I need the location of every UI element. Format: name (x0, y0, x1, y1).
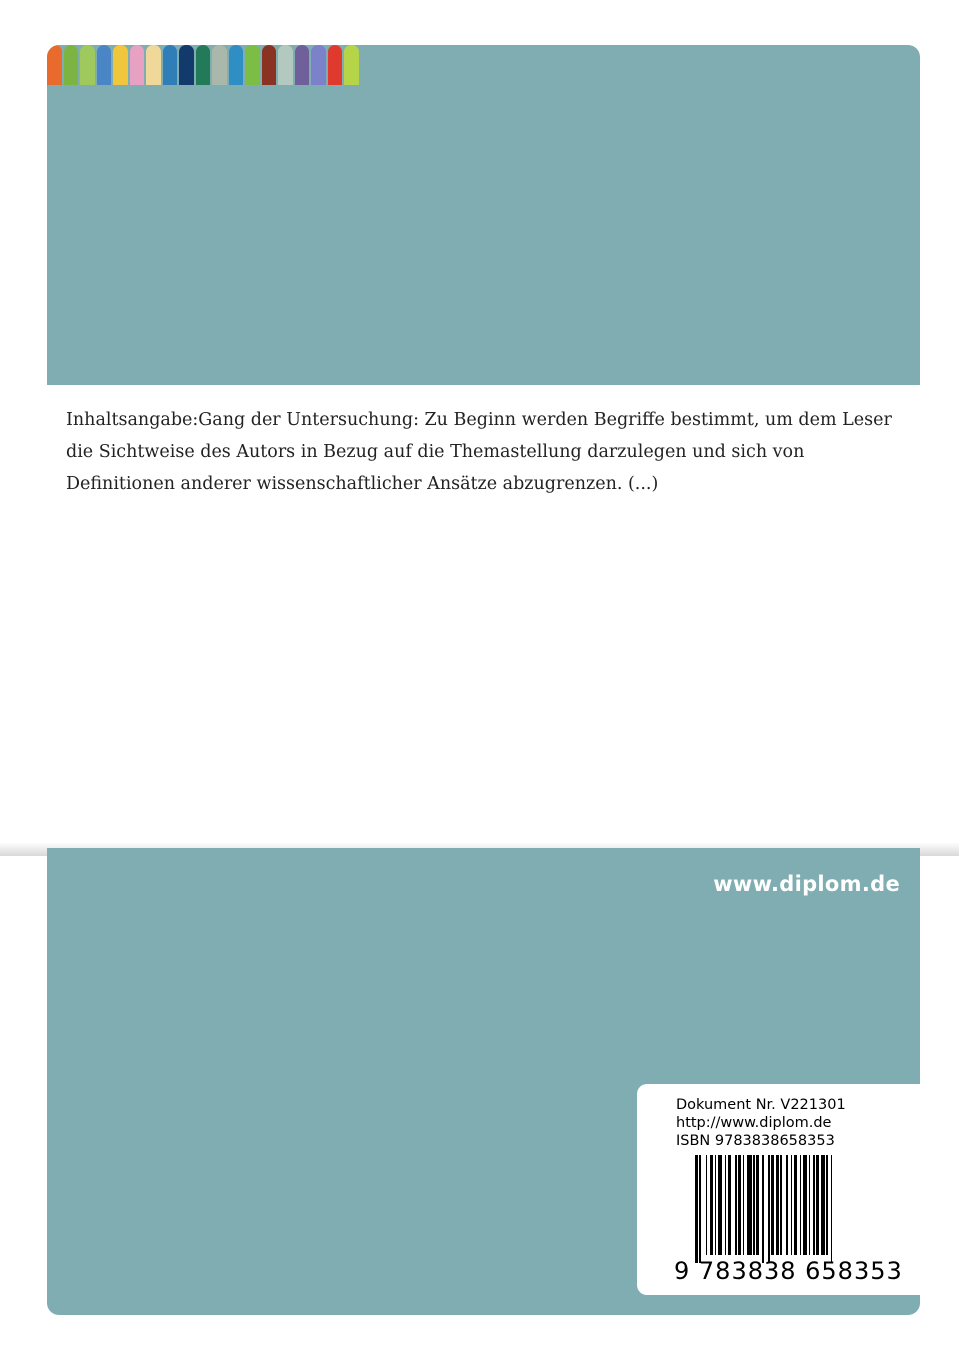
book-description: Inhaltsangabe:Gang der Untersuchung: Zu Beginn werden Begriffe bestimmt, um dem Leser die Sichtweise des Autors in Bezug auf die Themastellung darzulegen und sich von Definitionen anderer wissenschaftlicher Ansätze abzugrenzen. (...) (66, 410, 892, 494)
color-tab (146, 45, 161, 85)
isbn-text: ISBN 9783838658353 (676, 1133, 835, 1149)
barcode-bar (718, 1155, 722, 1255)
barcode-bar (762, 1155, 763, 1263)
barcode-bar (816, 1155, 819, 1255)
color-tab (163, 45, 178, 85)
color-tab (278, 45, 293, 85)
barcode-bar (794, 1155, 797, 1255)
barcode-bar (743, 1155, 744, 1255)
barcode-bar (715, 1155, 716, 1255)
publisher-url: http://www.diplom.de (676, 1115, 832, 1131)
barcode-bar (728, 1155, 731, 1255)
color-tab (245, 45, 260, 85)
publisher-website: www.diplom.de (713, 872, 900, 896)
barcode-bars (695, 1155, 900, 1263)
top-color-panel (47, 45, 920, 385)
barcode-digits: 9 783838 658353 (674, 1257, 903, 1285)
barcode-bar (710, 1155, 713, 1255)
barcode-bar (809, 1155, 810, 1255)
barcode-bar (768, 1155, 769, 1263)
color-tab (229, 45, 244, 85)
barcode-bar (753, 1155, 754, 1255)
barcode-bar (791, 1155, 792, 1255)
barcode-bar (776, 1155, 779, 1255)
color-tab (179, 45, 194, 85)
color-tab (262, 45, 277, 85)
color-tab (311, 45, 326, 85)
barcode-label (637, 1084, 920, 1295)
barcode-bar (747, 1155, 751, 1255)
barcode-bar (831, 1155, 832, 1263)
barcode-bar (725, 1155, 726, 1255)
barcode-bar (800, 1155, 801, 1255)
color-tab (47, 45, 62, 85)
color-tab (97, 45, 112, 85)
document-number: Dokument Nr. V221301 (676, 1097, 846, 1113)
color-tab (130, 45, 145, 85)
barcode-bar (771, 1155, 774, 1255)
color-tab (344, 45, 359, 85)
barcode-bar (756, 1155, 759, 1255)
barcode-bar (821, 1155, 825, 1255)
barcode-bar (826, 1155, 827, 1255)
color-tab (64, 45, 79, 85)
barcode-bar (738, 1155, 741, 1255)
color-tab (295, 45, 310, 85)
barcode-bar (803, 1155, 807, 1255)
color-tab (80, 45, 95, 85)
color-tab-strip (47, 45, 361, 85)
barcode-bar (735, 1155, 736, 1255)
color-tab (328, 45, 343, 85)
barcode-bar (786, 1155, 787, 1255)
color-tab (196, 45, 211, 85)
barcode-bar (695, 1155, 698, 1263)
color-tab (212, 45, 227, 85)
barcode-bar (813, 1155, 814, 1255)
barcode-bar (706, 1155, 707, 1255)
barcode-bar (780, 1155, 781, 1255)
barcode-bar (699, 1155, 700, 1263)
color-tab (113, 45, 128, 85)
